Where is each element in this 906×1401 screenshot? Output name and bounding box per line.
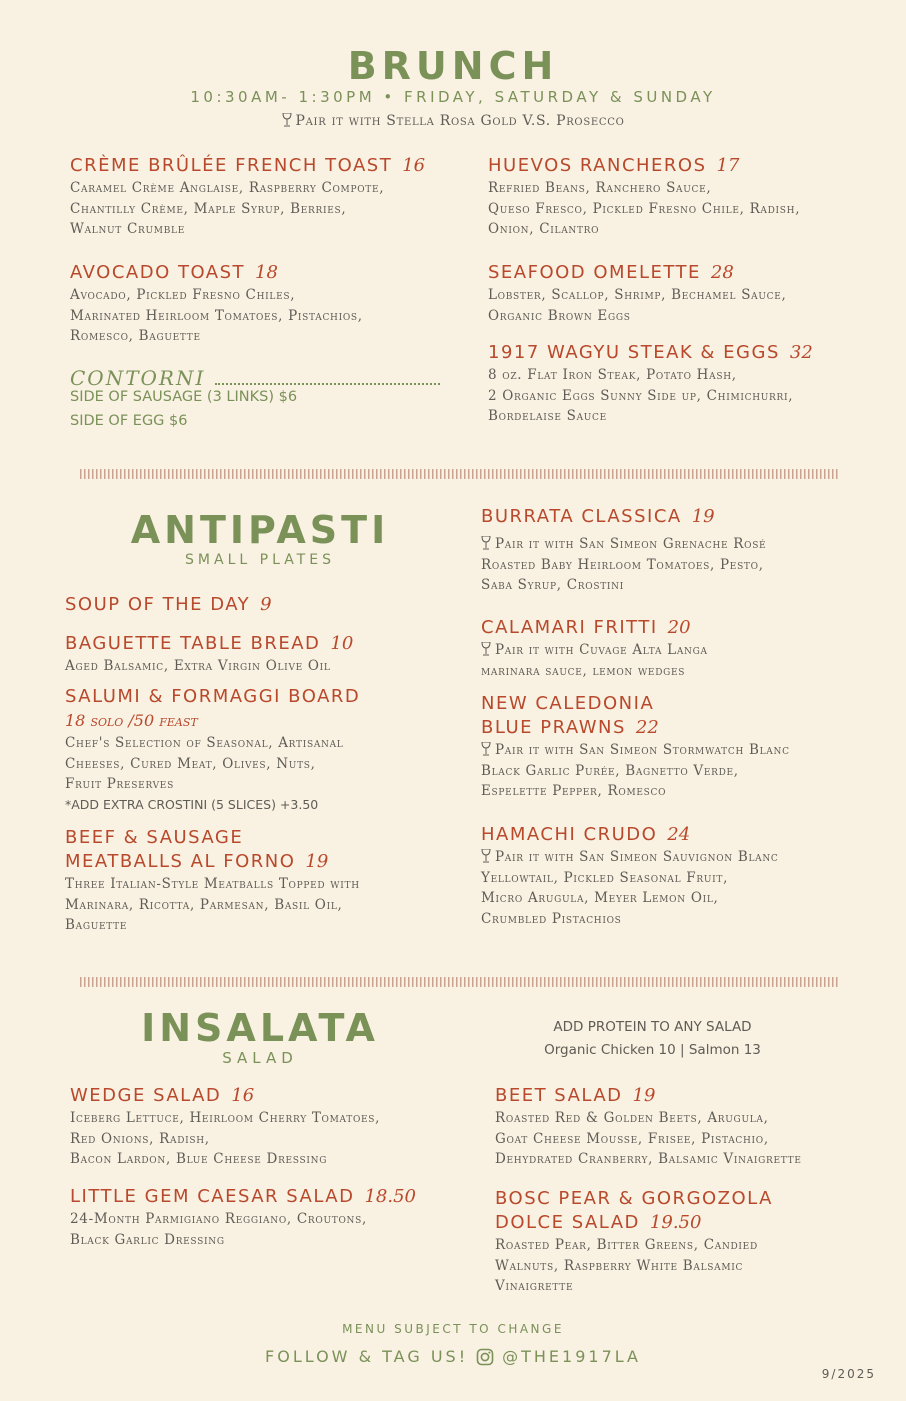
menu-notice: MENU SUBJECT TO CHANGE (342, 1322, 564, 1336)
item-pairing (481, 740, 790, 761)
item-desc: Chef's Selection of Seasonal, Artisanal (65, 735, 344, 751)
item-price: 9 (260, 594, 272, 615)
item-pairing-text: Pair it with San Simeon Stormwatch Blanc (495, 742, 790, 758)
item-desc: Vinaigrette (495, 1278, 574, 1294)
antipasti-subtitle: SMALL PLATES (185, 552, 335, 568)
item-name: CRÈME BRÛLÉE FRENCH TOAST (70, 155, 393, 176)
item-desc: Yellowtail, Pickled Seasonal Fruit, (481, 869, 729, 886)
item-desc: Romesco, Baguette (70, 328, 201, 344)
insalata-title: INSALATA (141, 1006, 379, 1050)
item-name: 1917 WAGYU STEAK & EGGS (488, 342, 780, 363)
item-pairing-text: Pair it with San Simeon Grenache Rosé (495, 536, 767, 552)
item-name: SOUP OF THE DAY (65, 594, 251, 615)
item-name: SEAFOOD OMELETTE (488, 262, 701, 283)
item-name: CALAMARI FRITTI (481, 617, 658, 638)
item-desc: Marinated Heirloom Tomatoes, Pistachios, (70, 307, 363, 324)
item-desc: Black Garlic Dressing (70, 1231, 225, 1248)
brunch-pairing-text: Pair it with Stella Rosa Gold V.S. Prosecco (295, 113, 625, 129)
menu-item (65, 593, 272, 617)
item-desc: Roasted Red & Golden Beets, Arugula, (495, 1110, 769, 1126)
item-name: DOLCE SALAD (495, 1212, 640, 1233)
item-price: 16 (231, 1085, 255, 1106)
item-desc: Goat Cheese Mousse, Frisee, Pistachio, (495, 1130, 769, 1147)
item-price: 18.50 (364, 1186, 416, 1207)
menu-item (481, 505, 766, 596)
menu-item (481, 823, 779, 929)
item-pairing (481, 534, 766, 555)
menu-item (70, 1084, 380, 1170)
item-desc: Crumbled Pistachios (481, 910, 622, 927)
item-desc: Marinara, Ricotta, Parmesan, Basil Oil, (65, 896, 343, 913)
item-desc: Walnuts, Raspberry White Balsamic (495, 1257, 744, 1274)
wine-glass-icon (481, 536, 491, 550)
item-desc: Iceberg Lettuce, Heirloom Cherry Tomatoes, (70, 1110, 381, 1126)
menu-item (495, 1084, 802, 1170)
item-pairing-text: Pair it with San Simeon Sauvignon Blanc (495, 849, 779, 865)
contorni-heading (70, 366, 440, 390)
item-pairing (481, 847, 779, 868)
menu-date: 9/2025 (821, 1367, 876, 1381)
item-desc: 2 Organic Eggs Sunny Side up, Chimichurri, (488, 387, 794, 404)
wine-glass-icon (481, 742, 491, 756)
protein-options: Organic Chicken 10 | Salmon 13 (544, 1042, 761, 1058)
item-desc: Chantilly Crème, Maple Syrup, Berries, (70, 200, 347, 217)
item-name: NEW CALEDONIA (481, 693, 655, 714)
item-price: 22 (635, 717, 659, 738)
item-desc: Onion, Cilantro (488, 221, 600, 237)
insalata-subtitle: SALAD (222, 1049, 298, 1067)
menu-item (65, 826, 360, 936)
item-desc: Red Onions, Radish, (70, 1130, 210, 1147)
item-desc: Aged Balsamic, Extra Virgin Olive Oil (65, 658, 331, 674)
item-price: 19 (305, 851, 329, 872)
item-desc: Queso Fresco, Pickled Fresno Chile, Radish, (488, 200, 801, 217)
contorni-line: SIDE OF EGG $6 (70, 413, 188, 429)
item-name: BAGUETTE TABLE BREAD (65, 633, 321, 654)
item-price: 19 (691, 506, 715, 527)
item-desc: Bacon Lardon, Blue Cheese Dressing (70, 1151, 328, 1167)
antipasti-title: ANTIPASTI (130, 508, 390, 552)
item-desc: Caramel Crème Anglaise, Raspberry Compote, (70, 180, 385, 196)
item-name: BEET SALAD (495, 1085, 623, 1106)
item-desc: Espelette Pepper, Romesco (481, 783, 667, 799)
item-desc: Black Garlic Purée, Bagnetto Verde, (481, 762, 739, 779)
item-price: 28 (710, 262, 734, 283)
item-desc: Avocado, Pickled Fresno Chiles, (70, 287, 296, 303)
section-divider (80, 977, 840, 987)
item-name: LITTLE GEM CAESAR SALAD (70, 1186, 355, 1207)
menu-item (481, 616, 708, 681)
item-price: 17 (716, 155, 740, 176)
item-desc: Roasted Pear, Bitter Greens, Candied (495, 1237, 758, 1253)
item-desc: Three Italian-Style Meatballs Topped with (65, 876, 360, 892)
item-desc: Organic Brown Eggs (488, 307, 631, 324)
menu-item (481, 692, 790, 802)
item-price: 16 (402, 155, 426, 176)
menu-item (70, 1185, 416, 1250)
wine-glass-icon (481, 642, 491, 656)
item-price: 32 (789, 342, 813, 363)
item-desc: 8 oz. Flat Iron Steak, Potato Hash, (488, 367, 737, 383)
section-divider (80, 469, 840, 479)
item-pairing (481, 640, 708, 661)
wine-glass-icon (481, 849, 491, 863)
item-desc: Dehydrated Cranberry, Balsamic Vinaigrette (495, 1151, 802, 1167)
follow-text: FOLLOW & TAG US! (265, 1347, 469, 1366)
item-extra: *ADD EXTRA CROSTINI (5 SLICES) +3.50 (65, 796, 319, 812)
menu-item (488, 341, 813, 427)
item-desc: Lobster, Scallop, Shrimp, Bechamel Sauce, (488, 287, 787, 303)
item-desc: marinara sauce, lemon wedges (481, 662, 686, 679)
item-desc: Cheeses, Cured Meat, Olives, Nuts, (65, 755, 316, 772)
item-price: 18 solo /50 feast (65, 711, 198, 730)
item-price: 19.50 (649, 1212, 702, 1233)
item-name: BLUE PRAWNS (481, 717, 626, 738)
brunch-title: BRUNCH (347, 44, 559, 88)
menu-item (495, 1187, 773, 1297)
menu-item (65, 632, 353, 677)
item-name: BEEF & SAUSAGE (65, 827, 244, 848)
item-price: 24 (667, 824, 691, 845)
item-desc: Refried Beans, Ranchero Sauce, (488, 180, 712, 196)
brunch-hours: 10:30AM- 1:30PM • FRIDAY, SATURDAY & SUNDAY (190, 88, 716, 106)
item-desc: Micro Arugula, Meyer Lemon Oil, (481, 890, 719, 906)
contorni-line: SIDE OF SAUSAGE (3 LINKS) $6 (70, 389, 298, 405)
item-name: AVOCADO TOAST (70, 262, 246, 283)
item-name: SALUMI & FORMAGGI BOARD (65, 686, 361, 707)
item-desc: Baguette (65, 917, 128, 933)
wine-glass-icon (282, 113, 292, 127)
item-name: MEATBALLS AL FORNO (65, 851, 296, 872)
item-name: BURRATA CLASSICA (481, 506, 682, 527)
menu-item (70, 261, 363, 347)
item-pairing-text: Pair it with Cuvage Alta Langa (495, 642, 708, 658)
menu-item (70, 154, 425, 240)
instagram-handle[interactable]: @THE1917LA (502, 1347, 641, 1366)
item-desc: 24-Month Parmigiano Reggiano, Croutons, (70, 1211, 367, 1227)
protein-title: ADD PROTEIN TO ANY SALAD (553, 1019, 752, 1035)
brunch-pairing (0, 111, 906, 132)
menu-item (488, 154, 800, 240)
item-price: 20 (667, 617, 691, 638)
dotted-leader (215, 383, 440, 385)
menu-item (488, 261, 787, 326)
item-price: 19 (632, 1085, 656, 1106)
item-desc: Fruit Preserves (65, 776, 174, 792)
item-price: 18 (255, 262, 278, 283)
item-name: WEDGE SALAD (70, 1085, 222, 1106)
item-name: HAMACHI CRUDO (481, 824, 658, 845)
menu-item (65, 685, 360, 815)
instagram-icon[interactable] (476, 1348, 494, 1366)
contorni-title: CONTORNI (70, 366, 206, 390)
item-desc: Bordelaise Sauce (488, 408, 607, 424)
item-price: 10 (330, 633, 354, 654)
item-desc: Roasted Baby Heirloom Tomatoes, Pesto, (481, 556, 764, 573)
item-desc: Saba Syrup, Crostini (481, 577, 624, 593)
item-name: BOSC PEAR & GORGOZOLA (495, 1188, 773, 1209)
item-desc: Walnut Crumble (70, 221, 185, 237)
item-name: HUEVOS RANCHEROS (488, 155, 707, 176)
social-follow (0, 1347, 906, 1366)
